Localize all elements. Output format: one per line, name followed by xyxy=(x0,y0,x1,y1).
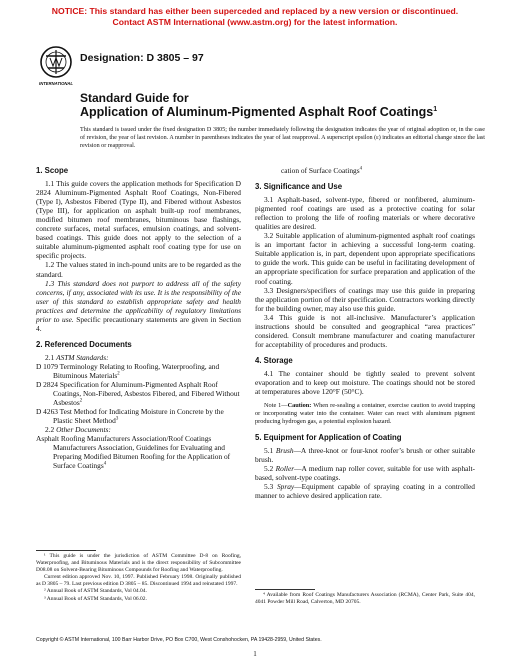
footnote-divider-right xyxy=(255,589,315,590)
para-2-2-label: Other Documents: xyxy=(56,425,111,435)
item-term: Spray xyxy=(276,482,295,492)
para-num: 5.2 xyxy=(264,464,276,474)
reference-continuation xyxy=(255,166,475,175)
footnote-3: ³ Annual Book of ASTM Standards, Vol 06.02. xyxy=(44,595,147,602)
item-term: Roller xyxy=(275,464,295,474)
footnote-1-dates: Current edition approved Nov. 10, 1997. Published February 1998. Originally published as D 3805 – 79. Last previous edition D 3805 – 85. Discontinued 1994 and reinstated 1997. xyxy=(36,574,241,588)
right-column xyxy=(255,166,475,500)
note-text: When re-sealing a container, exercise caution to avoid trapping or incorporating water into the container. Water can react with aluminum pigment producing hydrogen gas, a potential explosion hazard. xyxy=(255,402,475,426)
ref-text: D 2824 Specification for Aluminum-Pigmented Asphalt Roof Coatings, Non-Fibered, Asbestos Fibered, and Fibered Without Asbestos xyxy=(36,380,240,408)
section-3-heading: 3. Significance and Use xyxy=(255,182,343,192)
para-5-3 xyxy=(255,482,475,500)
note-1 xyxy=(255,402,475,426)
para-1-2: 1.2 The values stated in inch-pound units are to be regarded as the standard. xyxy=(36,260,241,279)
para-5-2 xyxy=(255,464,475,482)
note-caution: Caution: xyxy=(287,402,312,410)
ref-footnote-mark: 2 xyxy=(79,398,83,404)
item-term: Brush xyxy=(275,446,294,456)
ref-text: D 4263 Test Method for Indicating Moisture in Concrete by the Plastic Sheet Method xyxy=(36,407,224,426)
footnote-1: ¹ This guide is under the jurisdiction of ASTM Committee D-8 on Roofing, Waterproofing, and Bituminous Materials and is the direct responsibility of Subcommittee D08.08 on Solvent-Bearing Bituminous Compounds for Roofing and Waterproofing. xyxy=(36,553,241,574)
reference-arma-rcma xyxy=(36,434,241,470)
item-desc: —Equipment capable of spraying coating in a controlled manner to achieve desired application rate. xyxy=(255,482,475,501)
reference-d4263 xyxy=(36,407,241,425)
para-num: 5.1 xyxy=(264,446,276,456)
para-2-2-num: 2.2 xyxy=(45,425,57,435)
safety-statement: 1.3 This standard does not purport to address all of the safety concerns, if any, associated with its use. It is the responsibility of the user of this standard to establish appropriate safety and health practices and determine the applicability of regulatory limitations prior to use. xyxy=(36,278,241,324)
title-footnote-mark: 1 xyxy=(433,105,438,113)
ref-footnote-mark: 2 xyxy=(117,371,120,377)
title-text: Application of Aluminum-Pigmented Asphalt Roof Coatings xyxy=(80,105,434,119)
page-number: 1 xyxy=(253,650,257,658)
left-column xyxy=(36,166,241,471)
reference-d2824 xyxy=(36,380,241,407)
notice-line-2: Contact ASTM International (www.astm.org) for the latest information. xyxy=(112,17,398,27)
para-5-1 xyxy=(255,446,475,464)
copyright-line: Copyright © ASTM International, 100 Barr Harbor Drive, PO Box C700, West Conshohocken, PA 19428-2959, United States. xyxy=(36,637,322,643)
section-1-heading: 1. Scope xyxy=(36,166,69,175)
para-2-1 xyxy=(36,353,241,362)
para-2-2 xyxy=(36,425,241,434)
astm-logo xyxy=(38,44,74,88)
issuance-statement: This standard is issued under the fixed designation D 3805; the number immediately following the designation indicates the year of original adoption or, in the case of revision, the year of last revision. A number in parentheses indicates the year of last reapproval. A superscript epsilon (ε) indicates an editorial change since the last revision or reapproval. xyxy=(80,127,485,150)
note-label: Note 1— xyxy=(264,402,288,410)
footnote-divider-left xyxy=(36,550,96,551)
para-2-1-label: ASTM Standards: xyxy=(56,352,109,362)
para-num: 5.3 xyxy=(264,482,277,492)
para-4-1: 4.1 The container should be tightly sealed to prevent solvent evaporation and to keep out moisture. The coatings should not be stored at temperatures above 120°F (50°C). xyxy=(255,368,475,397)
ref-text: Asphalt Roofing Manufacturers Association/Roof Coatings Manufacturers Association, Guidelines for Evaluating and Preparing Modified Bitumen Roofing for the Application of Surface Coatings xyxy=(36,434,231,471)
cont-footnote-mark: 4 xyxy=(359,166,363,172)
notice-banner xyxy=(0,6,510,28)
para-1-1: 1.1 This guide covers the application methods for Specification D 2824 Aluminum-Pigmented Asphalt Roof Coatings, Non-Fibered (Type I), Asbestos Fibered (Type II), and Fibered without Asbestos (Type III), for application on asphalt built-up roof membranes, modified bitumen roof membranes, bituminous base flashings, concrete surfaces, metal surfaces, emulsion coatings, and solvent-based coatings. This guide does not apply to the selection of a suitable aluminum-pigmented asphalt roof coating type for use on specific projects. xyxy=(36,179,241,261)
section-4-heading: 4. Storage xyxy=(255,355,293,365)
footnotes-right xyxy=(255,592,475,606)
cont-text: cation of Surface Coatings xyxy=(281,166,360,175)
para-3-4: 3.4 This guide is not all-inclusive. Manufacturer’s application instructions should be consulted and geographical “area practices” considered. Consult membrane manufacturer and coating manufacturer for acceptability of procedures and products. xyxy=(255,312,475,349)
section-2-heading: 2. Referenced Documents xyxy=(36,339,132,349)
item-desc: —A three-knot or four-knot roofer’s brush or other suitable brush. xyxy=(255,446,476,465)
designation: Designation: D 3805 – 97 xyxy=(80,52,204,64)
reference-d1079 xyxy=(36,362,241,380)
logo-text: INTERNATIONAL xyxy=(39,81,73,86)
footnote-2: ² Annual Book of ASTM Standards, Vol 04.04. xyxy=(44,588,147,595)
notice-line-1: NOTICE: This standard has either been superceded and replaced by a new version or discontinued. xyxy=(51,6,459,16)
title-line-1: Standard Guide for xyxy=(80,91,189,105)
section-5-heading: 5. Equipment for Application of Coating xyxy=(255,433,402,443)
item-desc: —A medium nap roller cover, suitable for use with asphalt-based, solvent-type coatings. xyxy=(255,464,475,483)
safety-statement-rest: Specific precautionary statements are given in Section 4. xyxy=(36,314,241,333)
footnotes-left xyxy=(36,553,241,603)
para-3-3: 3.3 Designers/specifiers of coatings may use this guide in preparing the application portion of their specification. Contractors working directly for the building owner, may also use this guide. xyxy=(255,285,475,313)
para-3-1: 3.1 Asphalt-based, solvent-type, fibered or nonfibered, aluminum-pigmented roof coatings are used as a protective coating for solar reflection to prolong the life of roofing materials or where decorative qualities are desired. xyxy=(255,195,475,232)
document-title xyxy=(80,91,480,120)
para-1-3 xyxy=(36,279,241,333)
ref-text: D 1079 Terminology Relating to Roofing, Waterproofing, and Bituminous Materials xyxy=(36,361,220,380)
ref-footnote-mark: 4 xyxy=(103,461,107,467)
ref-footnote-mark: 3 xyxy=(115,416,119,422)
para-2-1-num: 2.1 xyxy=(45,352,57,362)
footnote-4: ⁴ Available from Roof Coatings Manufacturers Association (RCMA), Center Park, Suite 404, 4041 Powder Mill Road, Calverton, MD 20705. xyxy=(255,592,475,606)
title-line-2 xyxy=(80,105,480,120)
para-3-2: 3.2 Suitable application of aluminum-pigmented asphalt roof coatings is an important factor in achieving a successful long-term coating. Suitable application is, in part, dependent upon appropriate specifications to guide the work. This guide can be useful in facilitating development of an appropriate specification for surface preparation and application of the roof coating. xyxy=(255,231,475,286)
